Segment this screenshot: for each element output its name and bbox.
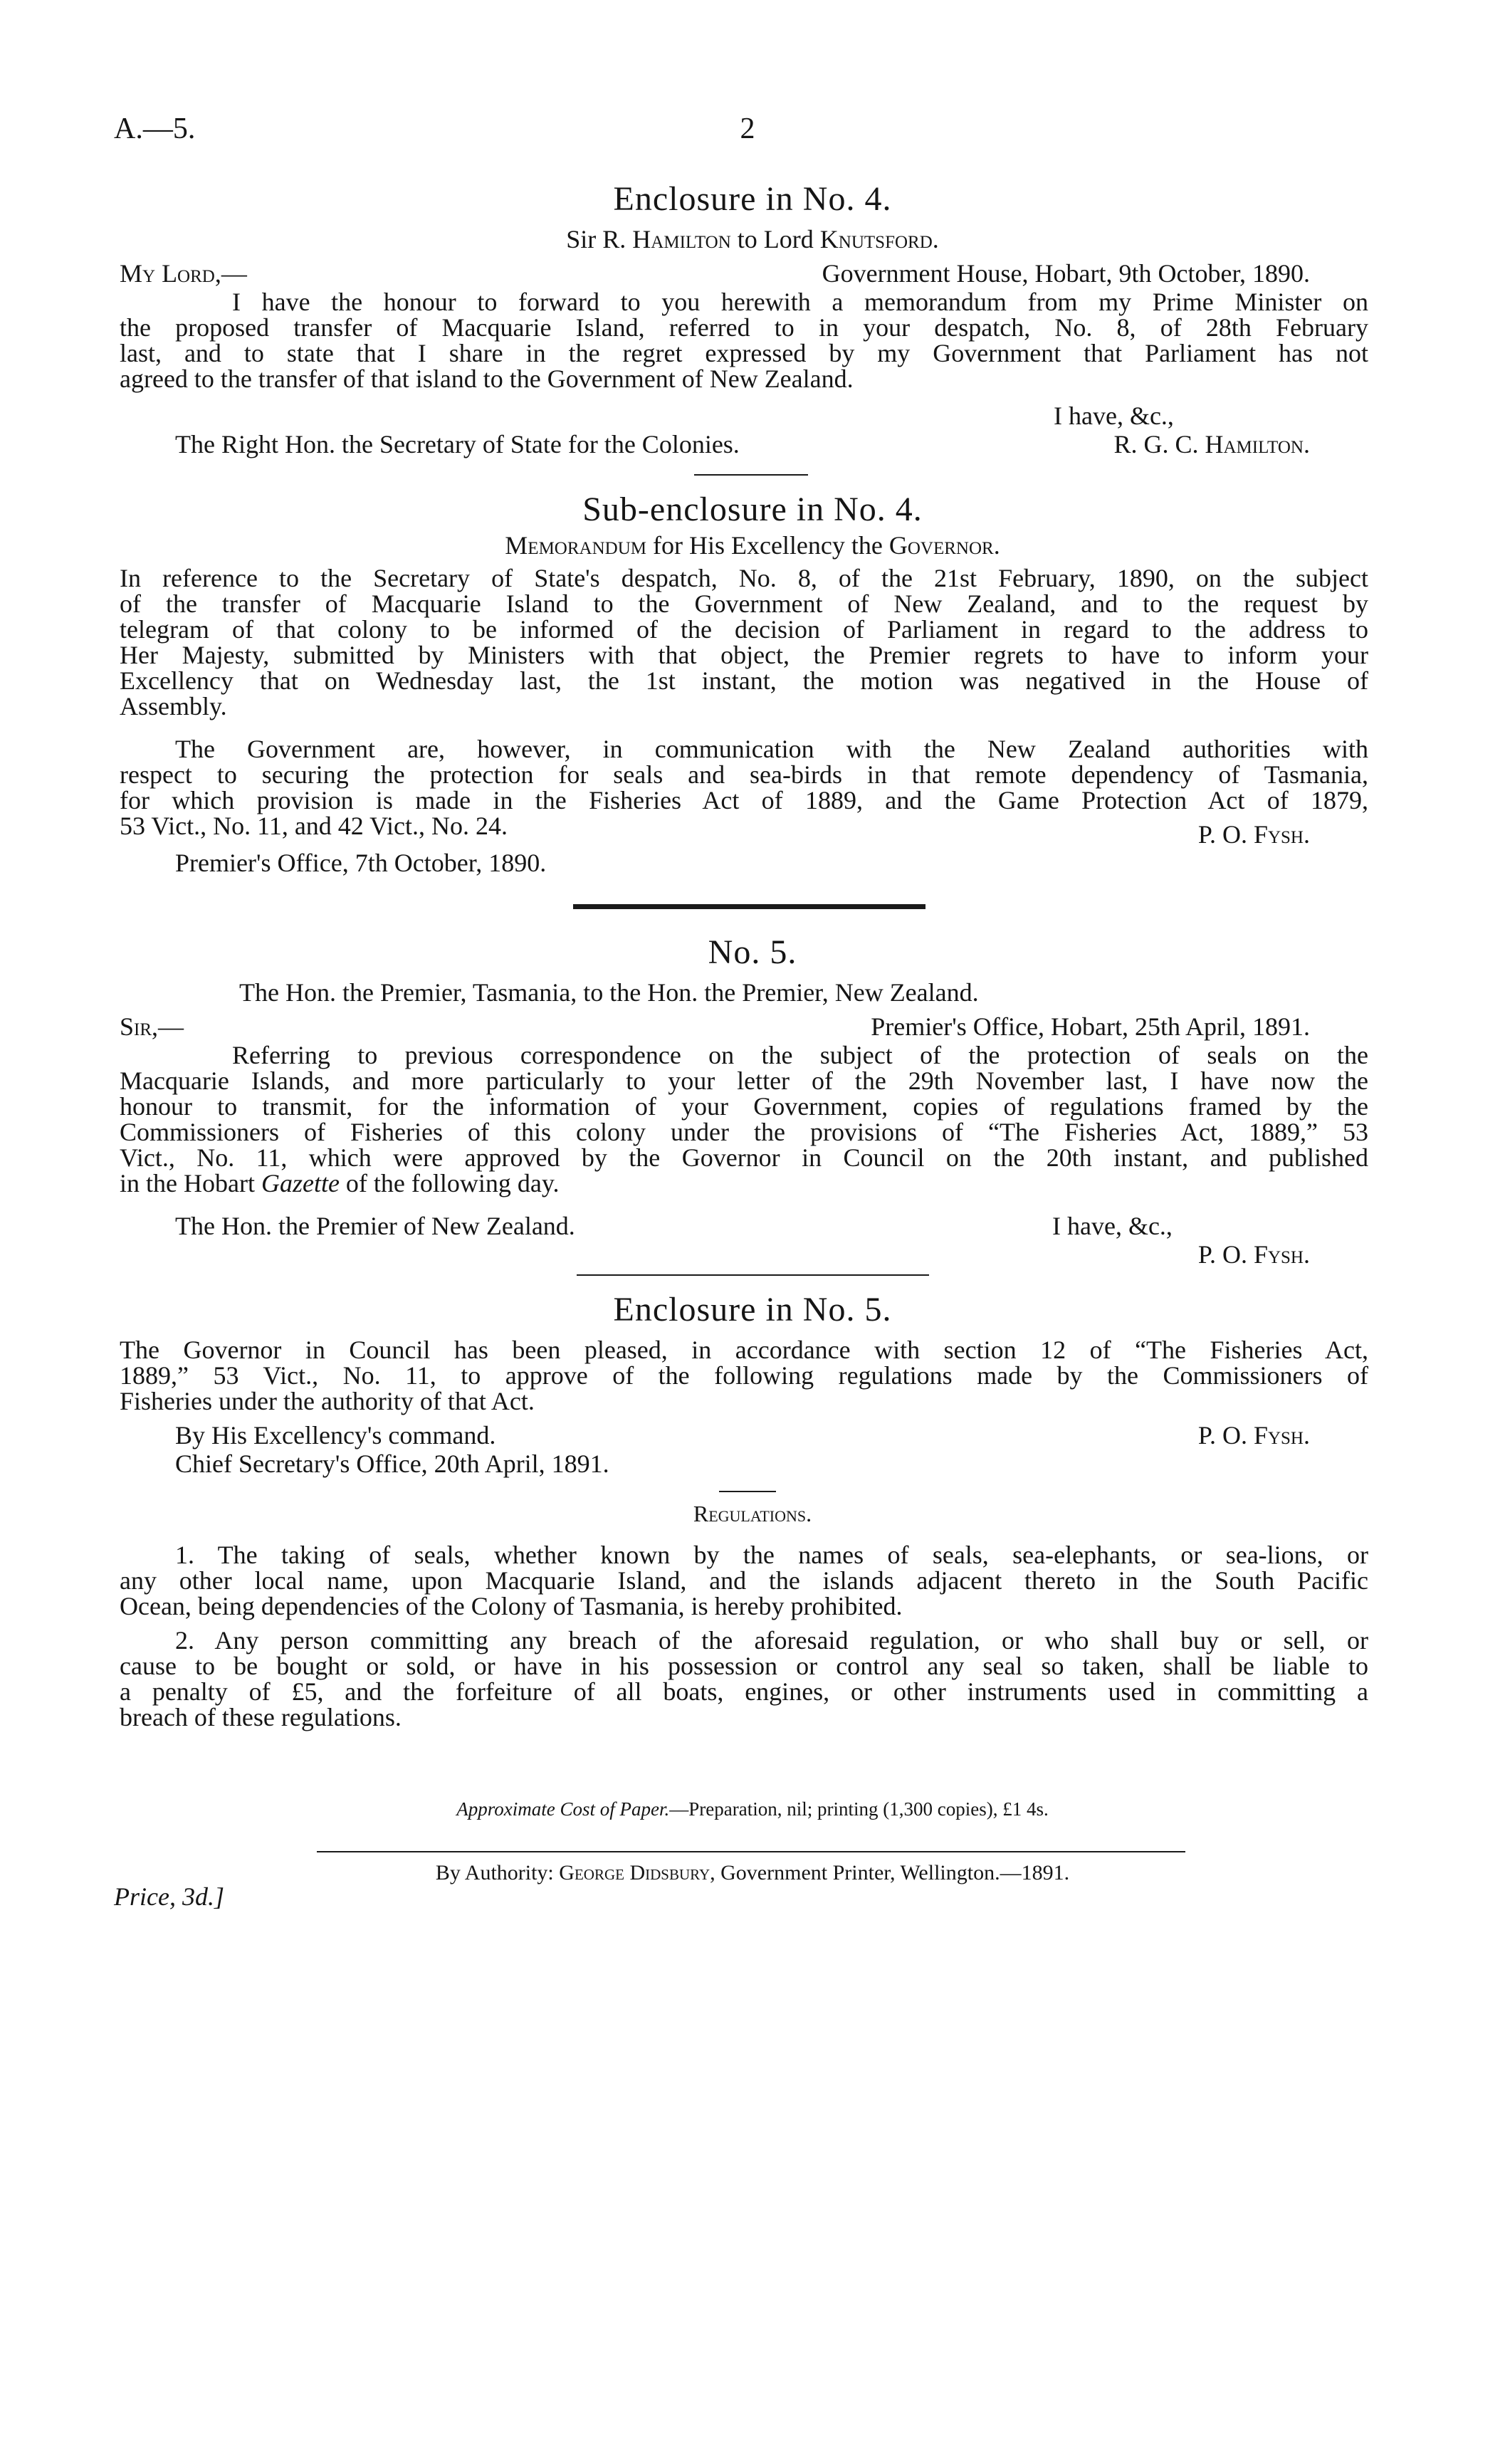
enclosure4-closing: I have, &c., bbox=[1054, 402, 1174, 430]
divider-footer bbox=[317, 1851, 1185, 1852]
cost-label: Approximate Cost of Paper. bbox=[456, 1798, 670, 1820]
no5-title: No. 5. bbox=[708, 933, 797, 971]
memo-governor: Governor. bbox=[888, 531, 1000, 560]
text-line: breach of these regulations. bbox=[120, 1703, 402, 1731]
text-line: Assembly. bbox=[120, 692, 227, 720]
enclosure5-title: Enclosure in No. 5. bbox=[613, 1291, 892, 1328]
sub-enclosure4-paragraph-1 bbox=[120, 565, 1368, 719]
text-line: respect to securing the protection for seals and sea-birds in that remote dependency of Tasmania, bbox=[120, 760, 1368, 789]
text-line: The Governor in Council has been pleased, in accordance with section 12 of “The Fisheries Act, bbox=[120, 1336, 1368, 1364]
sub-enclosure4-title: Sub-enclosure in No. 4. bbox=[582, 491, 923, 528]
enclosure5-body bbox=[120, 1337, 1368, 1414]
divider-short bbox=[719, 1491, 776, 1492]
enclosure4-title: Enclosure in No. 4. bbox=[613, 180, 892, 218]
text-line: Macquarie Islands, and more particularly to your letter of the 29th November last, I have now the bbox=[120, 1066, 1368, 1095]
enclosure4-body bbox=[120, 289, 1368, 392]
recipient-name: Knutsford. bbox=[819, 225, 939, 253]
no5-signature: P. O. Fysh. bbox=[1197, 1240, 1310, 1269]
enclosure4-addressee: The Right Hon. the Secretary of State for the Colonies. bbox=[175, 430, 740, 458]
text-line: for which provision is made in the Fisheries Act of 1889, and the Game Protection Act of 1879, bbox=[120, 786, 1368, 814]
no5-body bbox=[120, 1042, 1368, 1196]
page-number: 2 bbox=[740, 112, 755, 145]
no5-place-date: Premier's Office, Hobart, 25th April, 1891. bbox=[871, 1012, 1310, 1041]
text-line: 1889,” 53 Vict., No. 11, to approve of the following regulations made by the Commissioners of bbox=[120, 1361, 1368, 1390]
text-line: Referring to previous correspondence on the subject of the protection of seals on the bbox=[232, 1041, 1368, 1069]
text-line: cause to be bought or sold, or have in his possession or control any seal so taken, shall be liable to bbox=[120, 1652, 1368, 1680]
text-line: telegram of that colony to be informed of the decision of Parliament in regard to the address to bbox=[120, 615, 1368, 644]
text-line: The Government are, however, in communication with the New Zealand authorities with bbox=[175, 735, 1368, 763]
enclosure5-command: By His Excellency's command. bbox=[175, 1421, 496, 1449]
divider-short bbox=[694, 474, 808, 476]
text-line: agreed to the transfer of that island to the Government of New Zealand. bbox=[120, 365, 854, 393]
cost-text: —Preparation, nil; printing (1,300 copies), £1 4s. bbox=[669, 1798, 1049, 1820]
sub-enclosure4-signature: P. O. Fysh. bbox=[1197, 820, 1310, 849]
no5-addressee: The Hon. the Premier of New Zealand. bbox=[175, 1212, 575, 1240]
printer-name: George Didsbury, bbox=[559, 1861, 715, 1884]
text-line: I have the honour to forward to you herewith a memorandum from my Prime Minister on bbox=[232, 288, 1368, 316]
no5-closing: I have, &c., bbox=[1052, 1212, 1173, 1240]
text-line: In reference to the Secretary of State's despatch, No. 8, of the 21st February, 1890, on the subject bbox=[120, 564, 1368, 592]
text-line: Commissioners of Fisheries of this colony under the provisions of “The Fisheries Act, 1889,” 53 bbox=[120, 1118, 1368, 1146]
text-line: Fisheries under the authority of that Act. bbox=[120, 1387, 535, 1415]
printer-authority-line bbox=[0, 1861, 1505, 1885]
authority-label: By Authority: bbox=[435, 1861, 554, 1884]
text-line: a penalty of £5, and the forfeiture of all boats, engines, or other instruments used in committing a bbox=[120, 1677, 1368, 1706]
series-label: A.—5. bbox=[114, 112, 196, 145]
enclosure4-from-to bbox=[0, 226, 1505, 252]
enclosure5-office-date: Chief Secretary's Office, 20th April, 1891. bbox=[175, 1449, 609, 1478]
text-line: any other local name, upon Macquarie Island, and the islands adjacent thereto in the South Pacific bbox=[120, 1566, 1368, 1595]
price-label: Price, 3d.] bbox=[114, 1882, 224, 1911]
enclosure4-place-date: Government House, Hobart, 9th October, 1890. bbox=[822, 259, 1310, 288]
sub-enclosure4-memo-line bbox=[0, 533, 1505, 558]
regulation-1 bbox=[120, 1542, 1368, 1619]
text-line: the proposed transfer of Macquarie Island, referred to in your despatch, No. 8, of 28th February bbox=[120, 313, 1368, 342]
divider-thin bbox=[577, 1274, 929, 1276]
enclosure4-signature: R. G. C. Hamilton. bbox=[1113, 430, 1310, 458]
gazette-italic: Gazette bbox=[261, 1169, 340, 1197]
sub-enclosure4-office-date: Premier's Office, 7th October, 1890. bbox=[175, 849, 547, 877]
enclosure5-signature: P. O. Fysh. bbox=[1197, 1421, 1310, 1449]
text-line: 2. Any person committing any breach of the aforesaid regulation, or who shall buy or sell, or bbox=[175, 1626, 1368, 1655]
no5-salutation: Sir,— bbox=[120, 1012, 184, 1041]
text-line: of the transfer of Macquarie Island to the Government of New Zealand, and to the request by bbox=[120, 589, 1368, 618]
regulation-2 bbox=[120, 1627, 1368, 1730]
sender-title: Sir R. bbox=[566, 225, 626, 253]
divider-thick bbox=[573, 904, 925, 909]
printer-rest: Government Printer, Wellington.—1891. bbox=[720, 1861, 1070, 1884]
text-line: 1. The taking of seals, whether known by the names of seals, sea-elephants, or sea-lions, or bbox=[175, 1541, 1368, 1569]
text-fragment: of the following day. bbox=[345, 1169, 560, 1197]
to-word: to Lord bbox=[737, 225, 814, 253]
memo-label: Memorandum bbox=[505, 531, 646, 560]
text-line: honour to transmit, for the information of your Government, copies of regulations framed by the bbox=[120, 1092, 1368, 1121]
text-line: Excellency that on Wednesday last, the 1st instant, the motion was negatived in the House of bbox=[120, 666, 1368, 695]
memo-recipient-text: for His Excellency the bbox=[652, 531, 883, 560]
text-line-with-italic bbox=[120, 1170, 1368, 1196]
sender-name: Hamilton bbox=[632, 225, 731, 253]
text-line: 53 Vict., No. 11, and 42 Vict., No. 24. bbox=[120, 812, 508, 840]
enclosure4-salutation: My Lord,— bbox=[120, 259, 247, 288]
no5-from-to: The Hon. the Premier, Tasmania, to the Hon. the Premier, New Zealand. bbox=[239, 978, 979, 1007]
text-line: Ocean, being dependencies of the Colony of Tasmania, is hereby prohibited. bbox=[120, 1592, 903, 1620]
regulations-heading: Regulations. bbox=[693, 1501, 812, 1526]
text-line: last, and to state that I share in the regret expressed by my Government that Parliament has not bbox=[120, 339, 1368, 367]
text-line: Vict., No. 11, which were approved by the Governor in Council on the 20th instant, and published bbox=[120, 1143, 1368, 1172]
text-fragment: in the Hobart bbox=[120, 1169, 255, 1197]
cost-of-paper-line bbox=[0, 1798, 1505, 1820]
text-line: Her Majesty, submitted by Ministers with that object, the Premier regrets to have to inform your bbox=[120, 641, 1368, 669]
